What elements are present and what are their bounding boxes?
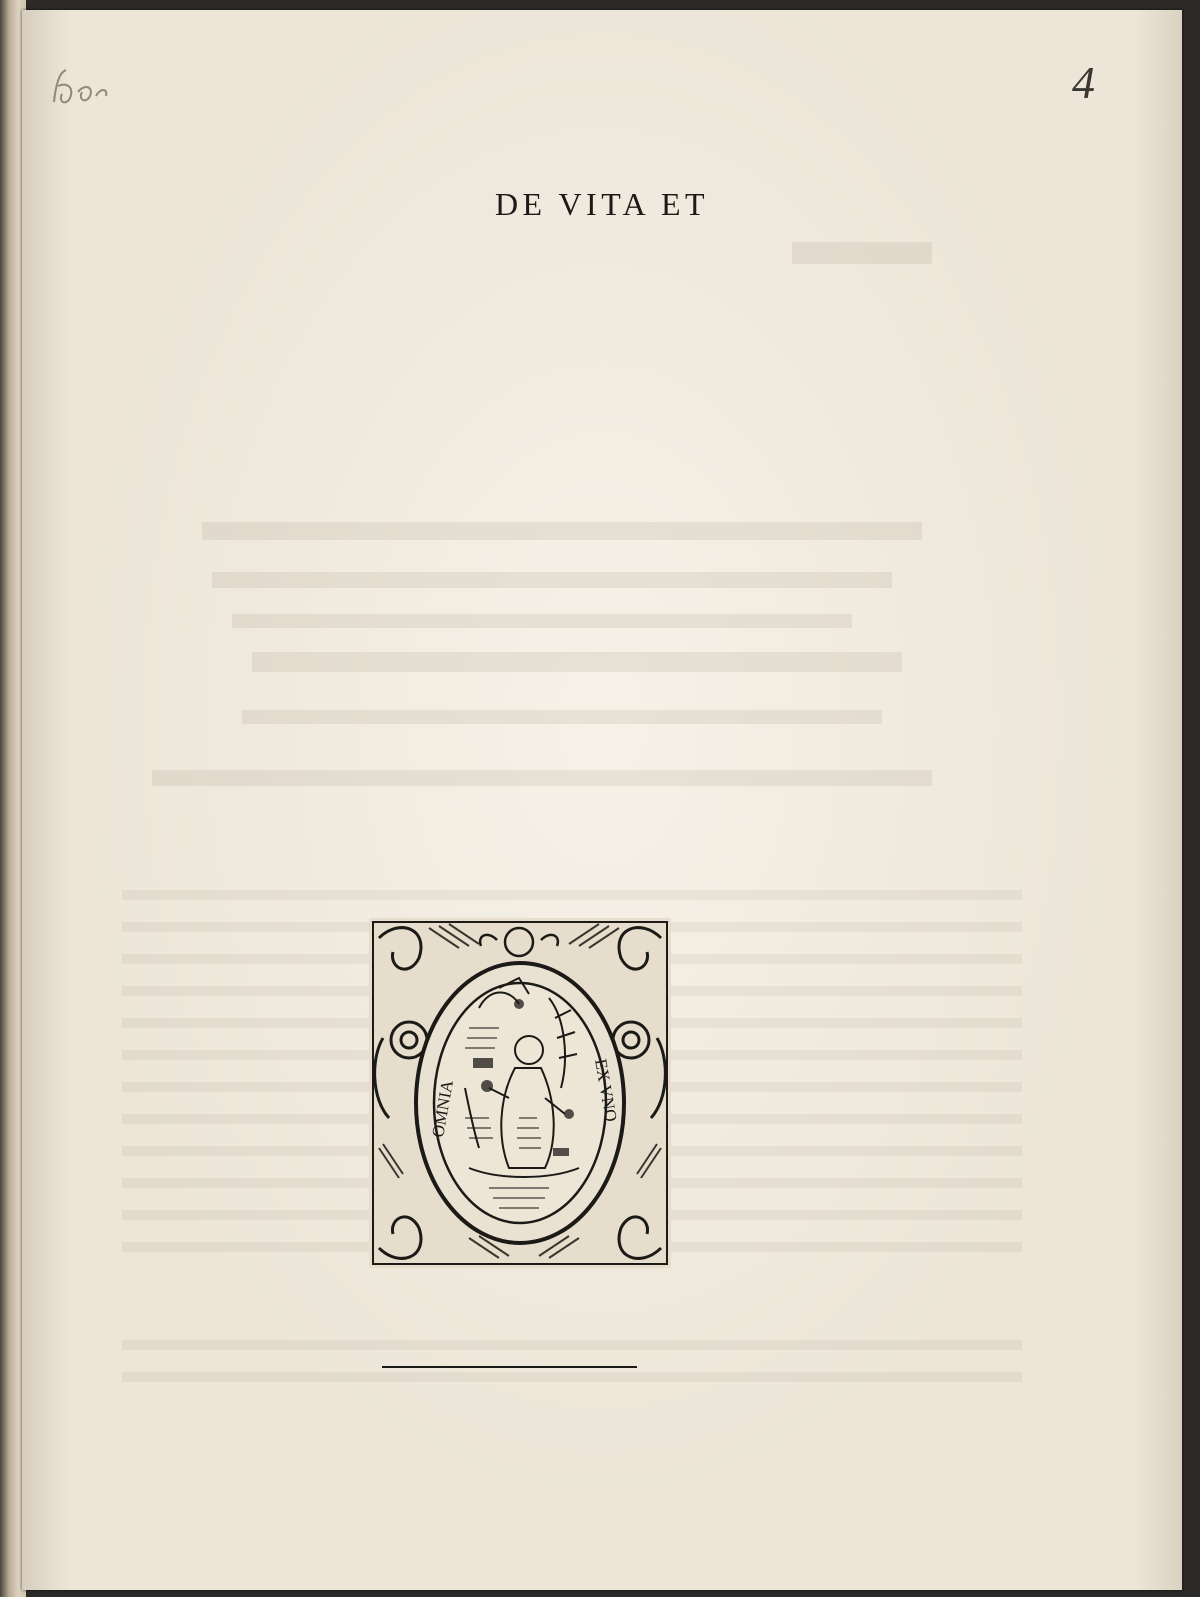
imprint-rule [382, 1366, 637, 1368]
handwritten-shelfmark [44, 62, 114, 112]
device-motto-left: OMNIA [428, 1078, 457, 1139]
show-through-texture [22, 10, 1182, 1590]
title-page [22, 10, 1182, 1590]
title-line-2: DE VITA ET [494, 186, 710, 222]
device-motto-right: EX VNO [591, 1057, 621, 1124]
folio-number: 4 [1072, 57, 1095, 108]
printers-device-woodcut [369, 918, 671, 1268]
